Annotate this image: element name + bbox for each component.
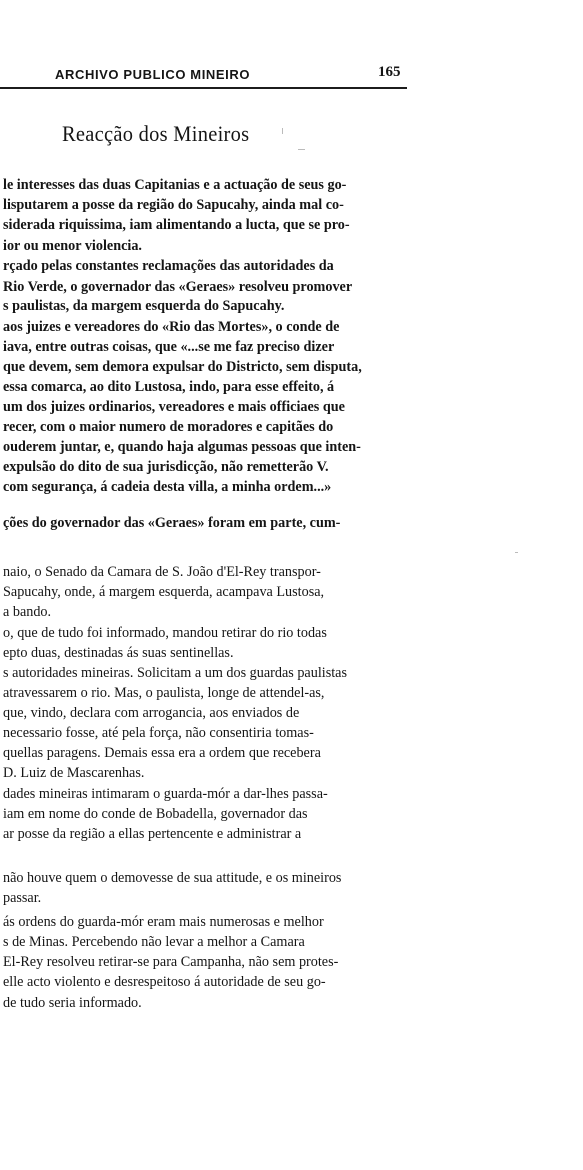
text-line: quellas paragens. Demais essa era a ordem que recebera: [3, 745, 321, 761]
text-line: que, vindo, declara com arrogancia, aos enviados de: [3, 705, 300, 721]
text-line: ções do governador das «Geraes» foram em parte, cum-: [3, 515, 341, 531]
text-line: iava, entre outras coisas, que «...se me faz preciso dizer: [3, 339, 335, 355]
text-line: um dos juizes ordinarios, vereadores e mais officiaes que: [3, 399, 345, 415]
text-line: atravessarem o rio. Mas, o paulista, longe de attendel-as,: [3, 685, 325, 701]
text-line: essa comarca, ao dito Lustosa, indo, para esse effeito, á: [3, 379, 335, 395]
text-line: rçado pelas constantes reclamações das autoridades da: [3, 258, 334, 274]
scan-speck: [515, 552, 518, 553]
text-line: recer, com o maior numero de moradores e capitães do: [3, 419, 334, 435]
text-line: ior ou menor violencia.: [3, 238, 142, 254]
text-line: D. Luiz de Mascarenhas.: [3, 765, 145, 781]
text-line: s de Minas. Percebendo não levar a melhor a Camara: [3, 934, 305, 950]
text-line: epto duas, destinadas ás suas sentinellas.: [3, 645, 234, 661]
text-line: o, que de tudo foi informado, mandou retirar do rio todas: [3, 625, 327, 641]
text-line: de tudo seria informado.: [3, 995, 142, 1011]
text-line: iam em nome do conde de Bobadella, governador das: [3, 806, 308, 822]
scan-speck: [298, 149, 305, 150]
text-line: a bando.: [3, 604, 52, 620]
text-line: ar posse da região a ellas pertencente e administrar a: [3, 826, 302, 842]
text-line: s paulistas, da margem esquerda do Sapucahy.: [3, 298, 285, 314]
text-line: expulsão do dito de sua jurisdicção, não remetterão V.: [3, 459, 329, 475]
page-number: 165: [378, 64, 401, 80]
text-line: dades mineiras intimaram o guarda-mór a dar-lhes passa-: [3, 786, 328, 802]
text-line: Sapucahy, onde, á margem esquerda, acampava Lustosa,: [3, 584, 325, 600]
text-line: Rio Verde, o governador das «Geraes» resolveu promover: [3, 279, 353, 295]
section-title: Reacção dos Mineiros: [62, 121, 250, 146]
text-line: le interesses das duas Capitanias e a actuação de seus go-: [3, 177, 347, 193]
text-line: ás ordens do guarda-mór eram mais numerosas e melhor: [3, 914, 324, 930]
text-line: elle acto violento e desrespeitoso á autoridade de seu go-: [3, 974, 326, 990]
text-line: que devem, sem demora expulsar do Districto, sem disputa,: [3, 359, 362, 375]
text-line: siderada riquissima, iam alimentando a lucta, que se pro-: [3, 217, 350, 233]
text-line: aos juizes e vereadores do «Rio das Mortes», o conde de: [3, 319, 340, 335]
header-rule: [0, 87, 407, 89]
text-line: ouderem juntar, e, quando haja algumas pessoas que inten-: [3, 439, 361, 455]
text-line: naio, o Senado da Camara de S. João d'El-Rey transpor-: [3, 564, 321, 580]
text-line: passar.: [3, 890, 42, 906]
text-line: lisputarem a posse da região do Sapucahy, ainda mal co-: [3, 197, 344, 213]
text-line: com segurança, á cadeia desta villa, a minha ordem...»: [3, 479, 332, 495]
running-header-title: ARCHIVO PUBLICO MINEIRO: [55, 67, 251, 82]
scan-speck: [282, 128, 283, 134]
text-line: necessario fosse, até pela força, não consentiria tomas-: [3, 725, 314, 741]
text-line: não houve quem o demovesse de sua attitude, e os mineiros: [3, 870, 342, 886]
text-line: El-Rey resolveu retirar-se para Campanha, não sem protes-: [3, 954, 339, 970]
text-line: s autoridades mineiras. Solicitam a um dos guardas paulistas: [3, 665, 347, 681]
